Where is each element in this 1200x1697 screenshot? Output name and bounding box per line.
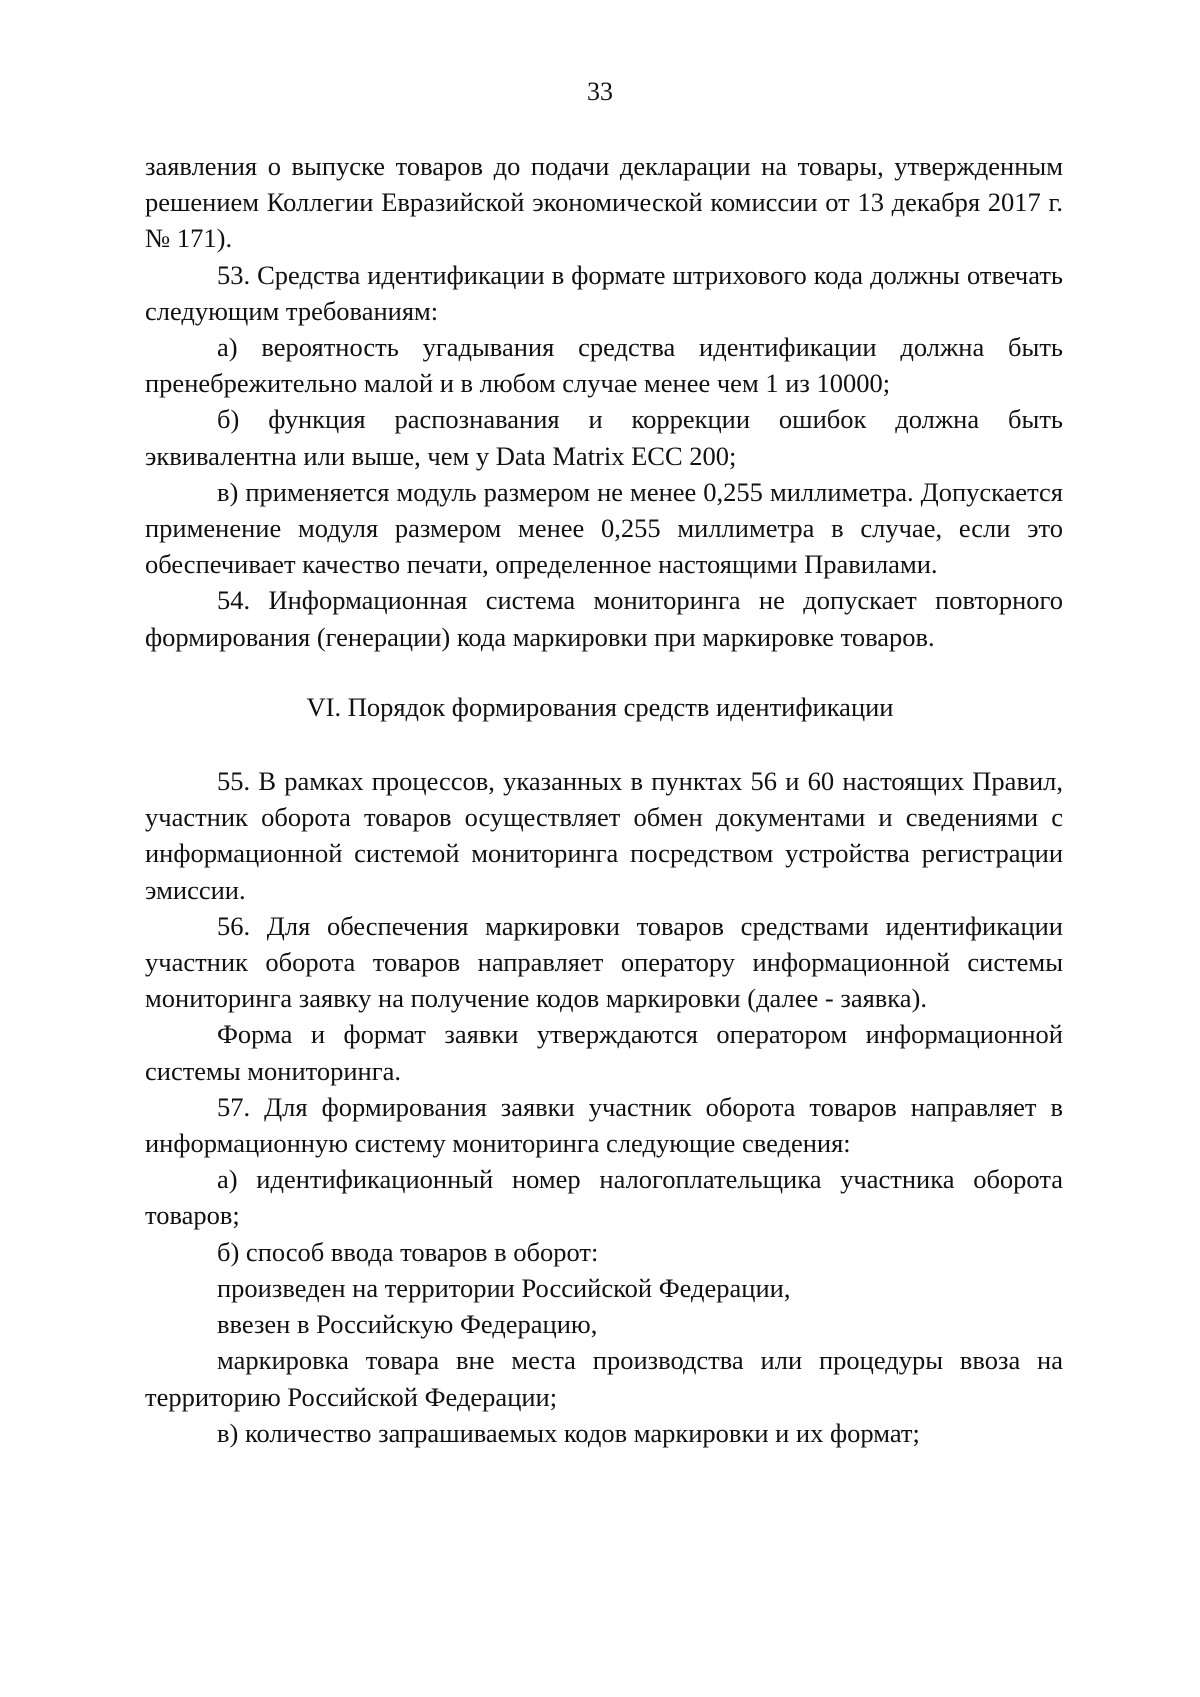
paragraph-56-form: Форма и формат заявки утверждаются оператором информационной системы мониторинга. (145, 1019, 1063, 1086)
paragraph-57: 57. Для формирования заявки участник оборота товаров направляет в информационную систему мониторинга следующие сведения: (145, 1091, 1063, 1159)
document-body (145, 148, 1063, 1451)
paragraph-57-b-option-1: произведен на территории Российской Федерации, (217, 1272, 791, 1303)
paragraph-55: 55. В рамках процессов, указанных в пунктах 56 и 60 настоящих Правил, участник оборота товаров осуществляет обмен документами и сведениями с информационной системой мониторинга посредством устройства регистрации эмиссии. (145, 766, 1063, 905)
page-number: 33 (587, 77, 613, 106)
paragraph-57-b: б) способ ввода товаров в оборот: (217, 1236, 599, 1267)
paragraph-57-v: в) количество запрашиваемых кодов маркировки и их формат; (217, 1417, 920, 1448)
paragraph-56: 56. Для обеспечения маркировки товаров средствами идентификации участник оборота товаров направляет оператору информационной системы мониторинга заявку на получение кодов маркировки (далее - заявка). (145, 910, 1063, 1014)
paragraph-53-v: в) применяется модуль размером не менее 0,255 миллиметра. Допускается применение модуля размером менее 0,255 миллиметра в случае, если это обеспечивает качество печати, определенное настоящими Правилами. (145, 476, 1063, 580)
section-heading: VI. Порядок формирования средств идентификации (306, 691, 894, 722)
paragraph-54: 54. Информационная система мониторинга не допускает повторного формирования (генерации) кода маркировки при маркировке товаров. (145, 585, 1063, 652)
paragraph-57-b-option-2: ввезен в Российскую Федерацию, (217, 1309, 598, 1340)
paragraph-53-b: б) функция распознавания и коррекции ошибок должна быть эквивалентна или выше, чем у Data Matrix ECC 200; (145, 404, 1063, 471)
paragraph-continuation: заявления о выпуске товаров до подачи декларации на товары, утвержденным решением Коллегии Евразийской экономической комиссии от 13 декабря 2017 г. № 171). (145, 151, 1063, 254)
paragraph-57-a: а) идентификационный номер налогоплательщика участника оборота товаров; (145, 1164, 1063, 1231)
paragraph-57-b-option-3: маркировка товара вне места производства или процедуры ввоза на территорию Российской Федерации; (145, 1345, 1063, 1412)
paragraph-53-a: а) вероятность угадывания средства идентификации должна быть пренебрежительно малой и в любом случае менее чем 1 из 10000; (145, 332, 1063, 399)
paragraph-53: 53. Средства идентификации в формате штрихового кода должны отвечать следующим требованиям: (145, 259, 1063, 326)
